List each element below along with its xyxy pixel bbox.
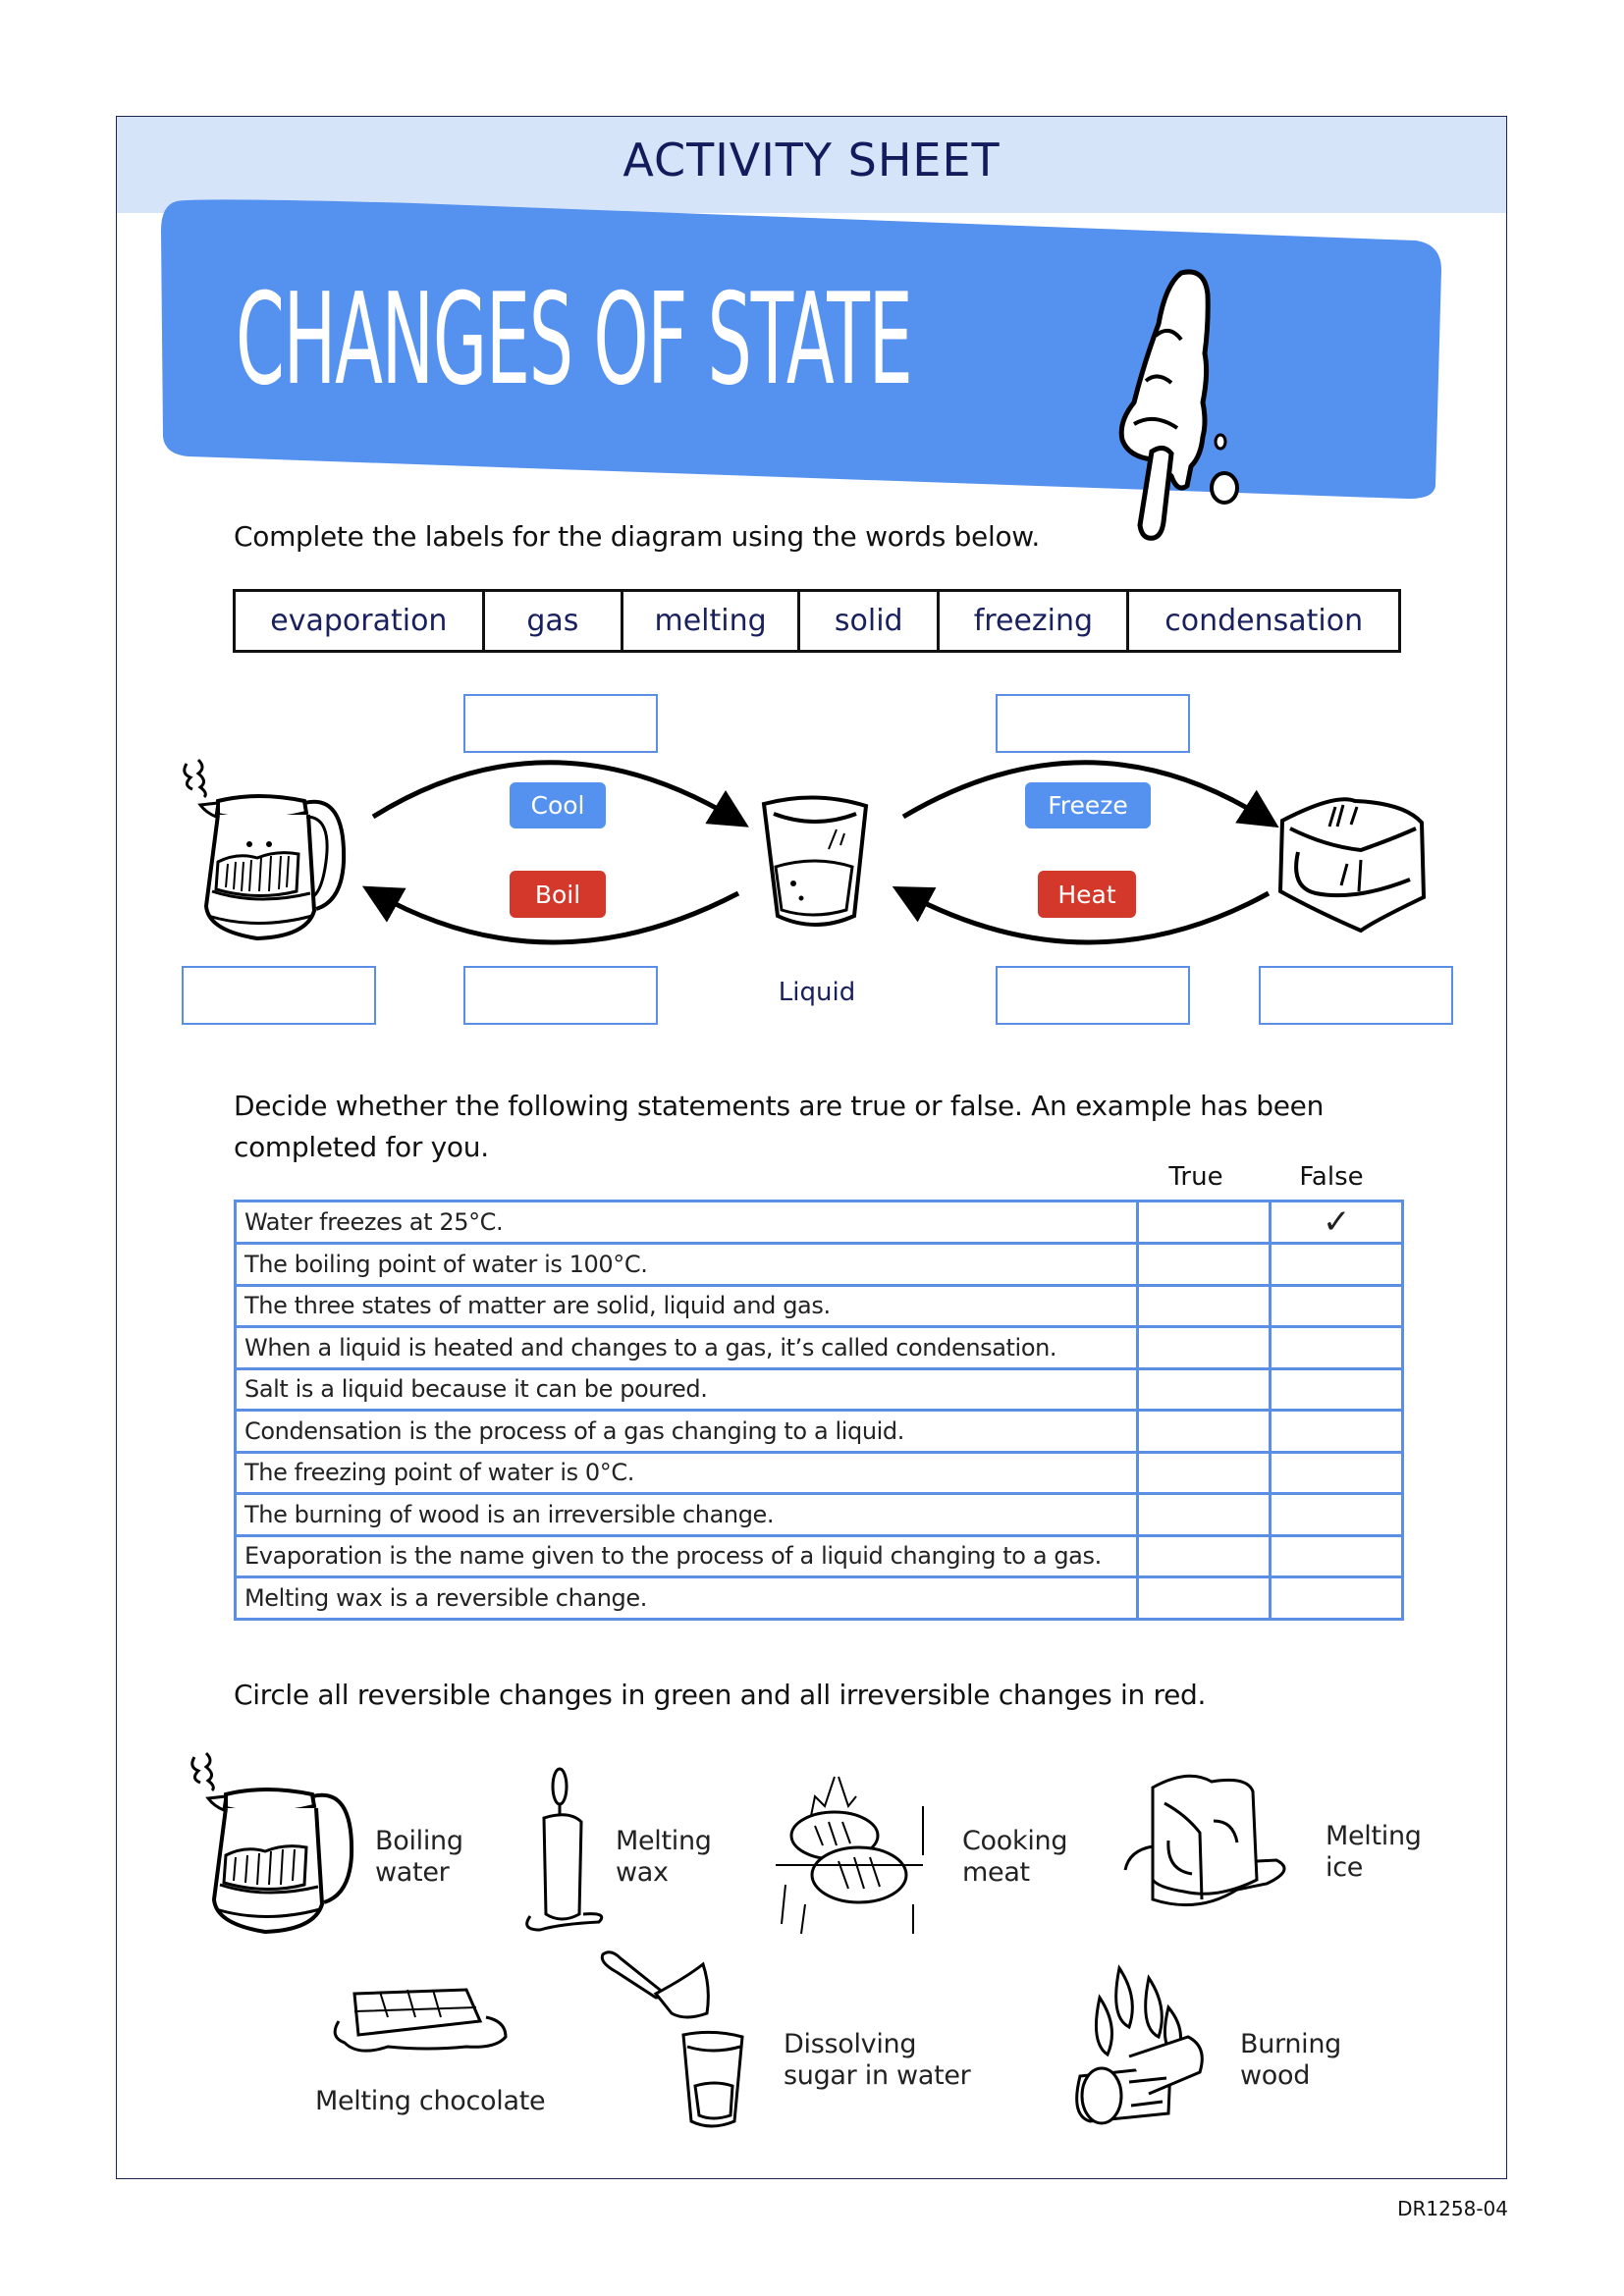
ice-cube-icon [1276, 793, 1434, 933]
item-label-line2: water [375, 1857, 450, 1888]
true-checkbox-cell[interactable] [1138, 1411, 1271, 1453]
table-row [236, 1577, 1403, 1620]
melting-ice-icon [1119, 1772, 1296, 1919]
statement-cell: Water freezes at 25°C. [236, 1201, 1138, 1244]
circle-changes-instruction: Circle all reversible changes in green and all irreversible changes in red. [234, 1679, 1207, 1711]
item-label-line1: Melting [616, 1826, 712, 1856]
true-checkbox-cell[interactable] [1138, 1368, 1271, 1411]
true-checkbox-cell[interactable] [1138, 1285, 1271, 1327]
statement-cell: The three states of matter are solid, liquid and gas. [236, 1285, 1138, 1327]
table-row [236, 1244, 1403, 1286]
true-checkbox-cell[interactable] [1138, 1577, 1271, 1620]
false-checkbox-cell[interactable]: ✓ [1271, 1201, 1403, 1244]
item-label-line1: Dissolving [784, 2029, 917, 2059]
false-checkbox-cell[interactable] [1271, 1368, 1403, 1411]
word-bank-item: solid [800, 592, 940, 650]
statement-cell: Condensation is the process of a gas changing to a liquid. [236, 1411, 1138, 1453]
change-item-melting-chocolate[interactable] [309, 1978, 565, 2135]
table-row [236, 1411, 1403, 1453]
column-header-false: False [1299, 1162, 1364, 1192]
action-label-freeze: Freeze [1025, 782, 1151, 828]
item-label-line2: wax [616, 1857, 669, 1888]
action-label-heat: Heat [1038, 871, 1136, 918]
false-checkbox-cell[interactable] [1271, 1327, 1403, 1369]
sugar-spoon-glass-icon [597, 1949, 744, 2135]
worksheet-title: CHANGES OF STATE [236, 267, 912, 413]
word-bank-item: gas [485, 592, 623, 650]
table-row [236, 1327, 1403, 1369]
table-row [236, 1201, 1403, 1244]
action-label-boil: Boil [510, 871, 606, 918]
document-code: DR1258-04 [1397, 2197, 1508, 2220]
chocolate-icon [329, 1978, 525, 2066]
statement-cell: When a liquid is heated and changes to a gas, it’s called condensation. [236, 1327, 1138, 1369]
page-header-title: ACTIVITY SHEET [623, 133, 1001, 187]
true-checkbox-cell[interactable] [1138, 1201, 1271, 1244]
true-checkbox-cell[interactable] [1138, 1535, 1271, 1577]
item-label-line1: Melting chocolate [315, 2086, 546, 2116]
change-item-melting-wax[interactable] [501, 1767, 736, 1944]
false-checkbox-cell[interactable] [1271, 1285, 1403, 1327]
item-label-line2: sugar in water [784, 2060, 971, 2091]
table-row [236, 1285, 1403, 1327]
item-label-line2: meat [962, 1857, 1030, 1888]
change-item-dissolving-sugar[interactable] [597, 1949, 970, 2145]
word-bank-item: evaporation [236, 592, 485, 650]
true-checkbox-cell[interactable] [1138, 1494, 1271, 1536]
false-checkbox-cell[interactable] [1271, 1494, 1403, 1536]
item-label-line2: ice [1326, 1852, 1364, 1883]
kettle-icon [187, 1747, 363, 1939]
word-bank-item: condensation [1164, 604, 1364, 638]
true-false-table [234, 1200, 1404, 1621]
campfire-icon [1060, 1949, 1218, 2135]
item-label-line2: wood [1240, 2060, 1311, 2091]
change-item-melting-ice[interactable] [1119, 1772, 1443, 1929]
glass-of-water-icon [758, 790, 872, 933]
true-checkbox-cell[interactable] [1138, 1452, 1271, 1494]
diagram-instruction: Complete the labels for the diagram using the words below. [234, 520, 1040, 553]
false-checkbox-cell[interactable] [1271, 1452, 1403, 1494]
column-header-true: True [1168, 1162, 1223, 1192]
item-label-line1: Burning [1240, 2029, 1342, 2059]
action-label-cool: Cool [510, 782, 606, 828]
grilled-meat-icon [766, 1767, 943, 1934]
liquid-state-label: Liquid [778, 978, 856, 1007]
table-row [236, 1452, 1403, 1494]
item-label-line1: Cooking [962, 1826, 1068, 1856]
statement-cell: The boiling point of water is 100°C. [236, 1244, 1138, 1286]
statement-cell: Melting wax is a reversible change. [236, 1577, 1138, 1620]
statement-cell: The freezing point of water is 0°C. [236, 1452, 1138, 1494]
false-checkbox-cell[interactable] [1271, 1411, 1403, 1453]
word-bank-item: melting [623, 592, 800, 650]
statement-cell: The burning of wood is an irreversible change. [236, 1494, 1138, 1536]
false-checkbox-cell[interactable] [1271, 1577, 1403, 1620]
false-checkbox-cell[interactable] [1271, 1535, 1403, 1577]
item-label-line1: Boiling [375, 1826, 463, 1856]
true-checkbox-cell[interactable] [1138, 1244, 1271, 1286]
statement-cell: Salt is a liquid because it can be poured. [236, 1368, 1138, 1411]
change-item-cooking-meat[interactable] [766, 1767, 1080, 1944]
table-row [236, 1535, 1403, 1577]
statement-cell: Evaporation is the name given to the process of a liquid changing to a gas. [236, 1535, 1138, 1577]
true-checkbox-cell[interactable] [1138, 1327, 1271, 1369]
kettle-icon [179, 754, 355, 945]
true-false-instruction: Decide whether the following statements are true or false. An example has been completed for you. [234, 1090, 1325, 1163]
word-bank-item: freezing [940, 592, 1129, 650]
item-label-line1: Melting [1326, 1821, 1422, 1851]
false-checkbox-cell[interactable] [1271, 1244, 1403, 1286]
change-item-burning-wood[interactable] [1060, 1949, 1355, 2145]
candle-icon [501, 1767, 619, 1934]
table-row [236, 1494, 1403, 1536]
table-row [236, 1368, 1403, 1411]
change-item-boiling-water[interactable] [187, 1747, 501, 1944]
